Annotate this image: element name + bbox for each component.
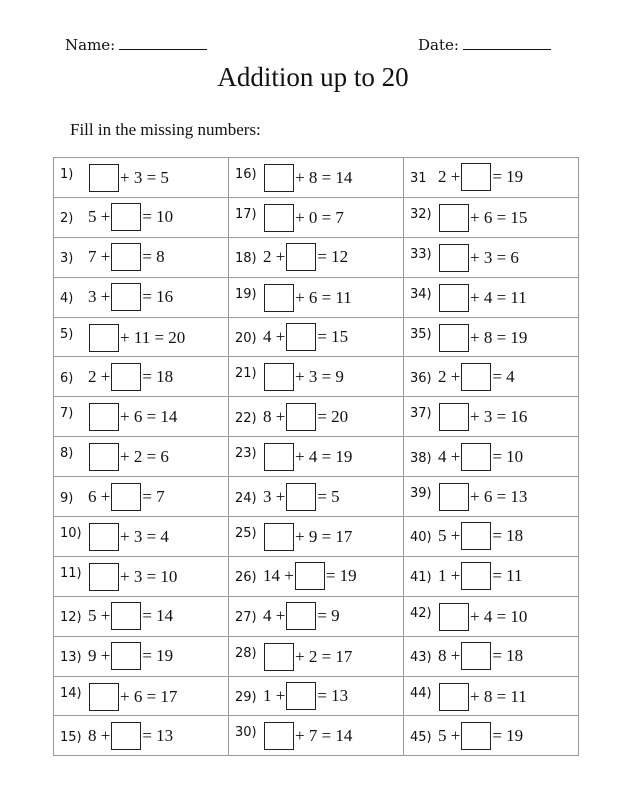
equation-suffix: + 3 = 4 [120,526,169,546]
grid-row [54,596,579,636]
equation-suffix: = 19 [325,566,357,586]
instructions: Fill in the missing numbers: [70,120,261,139]
problem-number: 40) [410,530,432,546]
problem-cell [229,517,404,557]
equation-suffix: = 18 [492,646,524,666]
equation-suffix: = 8 [142,247,165,267]
equation [438,324,527,352]
problem-number: 7) [60,406,74,422]
grid-row [54,277,579,317]
answer-box[interactable] [264,164,294,192]
equation-suffix: = 18 [142,366,174,386]
answer-box[interactable] [286,483,316,511]
problem-number: 11) [60,565,82,581]
problem-number: 42) [410,605,432,621]
answer-box[interactable] [111,642,141,670]
answer-box[interactable] [439,683,469,711]
answer-box[interactable] [264,363,294,391]
equation-suffix: + 6 = 14 [120,407,178,427]
problem-cell [54,477,229,517]
problem-number: 23) [235,446,257,462]
problem-cell [404,397,579,437]
equation-suffix: = 19 [492,167,524,187]
problem-cell [54,596,229,636]
answer-box[interactable] [286,602,316,630]
answer-box[interactable] [461,363,491,391]
equation-prefix: 5 + [438,526,461,546]
equation-suffix: + 6 = 15 [470,207,528,227]
equation-prefix: 5 + [438,725,461,745]
equation-prefix: 1 + [263,686,286,706]
problem-cell [404,357,579,397]
answer-box[interactable] [461,443,491,471]
problem-cell [404,197,579,237]
grid-row [54,357,579,397]
problem-number: 3) [60,251,74,267]
equation [263,243,348,271]
problem-number: 30) [235,725,257,741]
problem-cell [229,716,404,756]
equation-prefix: 4 + [263,606,286,626]
problem-number: 38) [410,450,432,466]
equation [263,643,352,671]
answer-box[interactable] [461,562,491,590]
equation-suffix: + 6 = 11 [295,287,352,307]
problem-grid [53,157,579,756]
problem-cell [404,716,579,756]
equation [88,722,173,750]
equation [438,363,515,391]
name-field [65,36,207,54]
equation [88,283,173,311]
problem-number: 25) [235,525,257,541]
equation-suffix: + 3 = 10 [120,566,178,586]
equation-prefix: 4 + [438,446,461,466]
problem-number: 12) [60,610,82,626]
equation [263,682,348,710]
equation-prefix: 2 + [88,366,111,386]
problem-number: 16) [235,166,257,182]
name-blank-line[interactable] [119,37,207,50]
answer-box[interactable] [264,204,294,232]
problem-cell [54,197,229,237]
equation [263,562,357,590]
answer-box[interactable] [89,563,119,591]
name-label: Name: [65,36,116,54]
equation [438,683,527,711]
equation-suffix: + 6 = 17 [120,686,178,706]
equation-prefix: 1 + [438,566,461,586]
equation-prefix: 2 + [438,167,461,187]
equation-suffix: = 15 [317,327,349,346]
answer-box[interactable] [439,244,469,272]
equation-suffix: = 13 [317,686,349,706]
equation-suffix: + 3 = 9 [295,367,344,387]
equation-suffix: = 18 [492,526,524,546]
problem-cell [54,237,229,277]
answer-box[interactable] [439,483,469,511]
equation-suffix: + 7 = 14 [295,726,353,746]
equation [438,483,527,511]
problem-cell [404,596,579,636]
equation [438,244,519,272]
equation-suffix: = 9 [317,606,340,626]
equation-suffix: + 9 = 17 [295,526,353,546]
problem-number: 14) [60,685,82,701]
problem-cell [54,277,229,317]
equation-prefix: 7 + [88,247,111,267]
equation-suffix: = 16 [142,287,174,307]
answer-box[interactable] [89,523,119,551]
problem-number: 2) [60,211,74,227]
answer-box[interactable] [461,642,491,670]
equation [88,403,177,431]
answer-box[interactable] [264,284,294,312]
equation-suffix: + 8 = 11 [470,686,527,706]
equation [438,642,523,670]
equation-suffix: = 10 [142,207,174,227]
equation [263,403,348,431]
answer-box[interactable] [439,324,469,352]
equation-prefix: 8 + [263,406,286,426]
problem-cell [54,437,229,477]
equation-suffix: + 2 = 17 [295,646,353,666]
equation [263,323,348,351]
problem-number: 28) [235,645,257,661]
equation [263,523,352,551]
problem-number: 17) [235,206,257,222]
equation-suffix: + 8 = 14 [295,167,353,187]
answer-box[interactable] [264,722,294,750]
problem-cell [54,397,229,437]
problem-number: 13) [60,650,82,666]
grid-row [54,636,579,676]
equation [438,722,523,750]
date-field [418,36,551,54]
problem-cell [54,158,229,198]
equation [263,602,340,630]
equation [88,523,169,551]
problem-cell [404,277,579,317]
grid-row [54,517,579,557]
equation [88,324,185,352]
equation [88,164,169,192]
problem-number: 21) [235,366,257,382]
equation [438,403,527,431]
equation-prefix: 2 + [438,366,461,386]
problem-number: 26) [235,570,257,586]
equation-suffix: + 3 = 6 [470,247,519,267]
equation [88,483,165,511]
problem-number: 29) [235,690,257,706]
answer-box[interactable] [264,443,294,471]
equation-suffix: = 10 [492,446,524,466]
equation [263,443,352,471]
problem-cell [404,437,579,477]
equation [438,603,527,631]
answer-box[interactable] [111,243,141,271]
problem-cell [229,197,404,237]
problem-number: 39) [410,486,432,502]
equation-prefix: 3 + [263,486,286,506]
equation-suffix: + 11 = 20 [120,327,186,347]
problem-number: 20) [235,331,257,346]
problem-cell [54,517,229,557]
problem-cell [54,676,229,716]
problem-number: 44) [410,685,432,701]
equation-prefix: 4 + [263,327,286,346]
problem-cell [229,277,404,317]
problem-cell [54,357,229,397]
problem-cell [54,636,229,676]
grid-row [54,317,579,357]
equation [263,363,344,391]
problem-number: 4) [60,291,74,307]
problem-cell [404,237,579,277]
equation [88,243,165,271]
equation-suffix: + 0 = 7 [295,207,344,227]
answer-box[interactable] [439,284,469,312]
problem-number: 10) [60,525,82,541]
problem-cell [404,556,579,596]
answer-box[interactable] [264,523,294,551]
date-label: Date: [418,36,459,54]
problem-cell [404,158,579,198]
answer-box[interactable] [89,324,119,352]
problem-cell [229,556,404,596]
problem-cell [54,317,229,357]
answer-box[interactable] [89,443,119,471]
problem-cell [229,317,404,357]
problem-cell [54,716,229,756]
answer-box[interactable] [439,403,469,431]
problem-number: 32) [410,206,432,222]
problem-number: 41) [410,570,432,586]
answer-box[interactable] [111,363,141,391]
date-blank-line[interactable] [463,37,551,50]
equation-prefix: 5 + [88,606,111,626]
equation-prefix: 6 + [88,486,111,506]
answer-box[interactable] [461,163,491,191]
equation [438,562,523,590]
equation-suffix: = 4 [492,366,515,386]
equation-suffix: + 4 = 19 [295,447,353,467]
answer-box[interactable] [89,683,119,711]
grid-row [54,397,579,437]
equation [263,284,352,312]
equation [263,483,340,511]
answer-box[interactable] [439,603,469,631]
equation [438,284,527,312]
problem-number: 31 [410,171,427,187]
answer-box[interactable] [89,403,119,431]
answer-box[interactable] [111,483,141,511]
problem-number: 36) [410,370,432,386]
problem-cell [404,676,579,716]
equation-suffix: = 7 [142,486,165,506]
problem-number: 45) [410,729,432,745]
problem-number: 5) [60,326,74,342]
equation [88,563,177,591]
equation-suffix: = 19 [142,646,174,666]
equation-prefix: 3 + [88,287,111,307]
equation-suffix: = 12 [317,247,349,267]
problem-number: 8) [60,446,74,462]
equation-suffix: = 19 [492,725,524,745]
answer-box[interactable] [264,643,294,671]
problem-number: 1) [60,166,74,182]
equation-suffix: + 3 = 5 [120,167,169,187]
problem-cell [229,357,404,397]
problem-number: 18) [235,251,257,267]
problem-cell [54,556,229,596]
equation-suffix: = 14 [142,606,174,626]
problem-cell [404,636,579,676]
grid-row [54,437,579,477]
equation-prefix: 8 + [88,725,111,745]
equation [88,203,173,231]
problem-number: 43) [410,650,432,666]
answer-box[interactable] [286,243,316,271]
equation-suffix: + 4 = 10 [470,606,528,626]
problem-number: 6) [60,370,74,386]
equation-suffix: + 4 = 11 [470,287,527,307]
grid-row [54,158,579,198]
equation [438,443,523,471]
equation-prefix: 9 + [88,646,111,666]
problem-number: 19) [235,286,257,302]
answer-box[interactable] [111,722,141,750]
grid-row [54,676,579,716]
equation-suffix: = 13 [142,725,174,745]
problem-cell [229,397,404,437]
answer-box[interactable] [439,204,469,232]
grid-row [54,237,579,277]
problem-cell [404,317,579,357]
worksheet-title: Addition up to 20 [217,62,409,92]
answer-box[interactable] [111,283,141,311]
grid-row [54,477,579,517]
equation-prefix: 5 + [88,207,111,227]
equation [263,164,352,192]
equation [438,163,523,191]
problem-cell [229,158,404,198]
grid-row [54,556,579,596]
equation-suffix: + 8 = 19 [470,327,528,347]
answer-box[interactable] [286,682,316,710]
equation-suffix: = 20 [317,406,349,426]
problem-number: 15) [60,729,82,745]
answer-box[interactable] [286,403,316,431]
equation [263,204,344,232]
equation [88,602,173,630]
grid-row [54,716,579,756]
equation-suffix: = 5 [317,486,340,506]
equation-suffix: + 3 = 16 [470,407,528,427]
answer-box[interactable] [461,522,491,550]
problem-number: 37) [410,406,432,422]
equation [88,683,177,711]
problem-number: 34) [410,286,432,302]
answer-box[interactable] [286,323,316,351]
equation-suffix: + 6 = 13 [470,487,528,507]
problem-cell [229,437,404,477]
equation [263,722,352,750]
answer-box[interactable] [461,722,491,750]
grid-row [54,197,579,237]
equation-prefix: 14 + [263,566,294,586]
equation-suffix: = 11 [492,566,523,586]
answer-box[interactable] [295,562,325,590]
answer-box[interactable] [111,203,141,231]
problem-cell [404,517,579,557]
problem-number: 22) [235,410,257,426]
equation-prefix: 2 + [263,247,286,267]
equation [88,642,173,670]
problem-number: 35) [410,326,432,342]
answer-box[interactable] [89,164,119,192]
problem-cell [229,636,404,676]
equation [88,443,169,471]
equation-prefix: 8 + [438,646,461,666]
equation [88,363,173,391]
problem-cell [229,676,404,716]
problem-cell [229,596,404,636]
problem-cell [229,237,404,277]
problem-cell [229,477,404,517]
equation [438,522,523,550]
equation-suffix: + 2 = 6 [120,447,169,467]
problem-number: 33) [410,246,432,262]
problem-number: 24) [235,490,257,506]
equation [438,204,527,232]
problem-number: 27) [235,610,257,626]
problem-number: 9) [60,490,74,506]
answer-box[interactable] [111,602,141,630]
problem-cell [404,477,579,517]
